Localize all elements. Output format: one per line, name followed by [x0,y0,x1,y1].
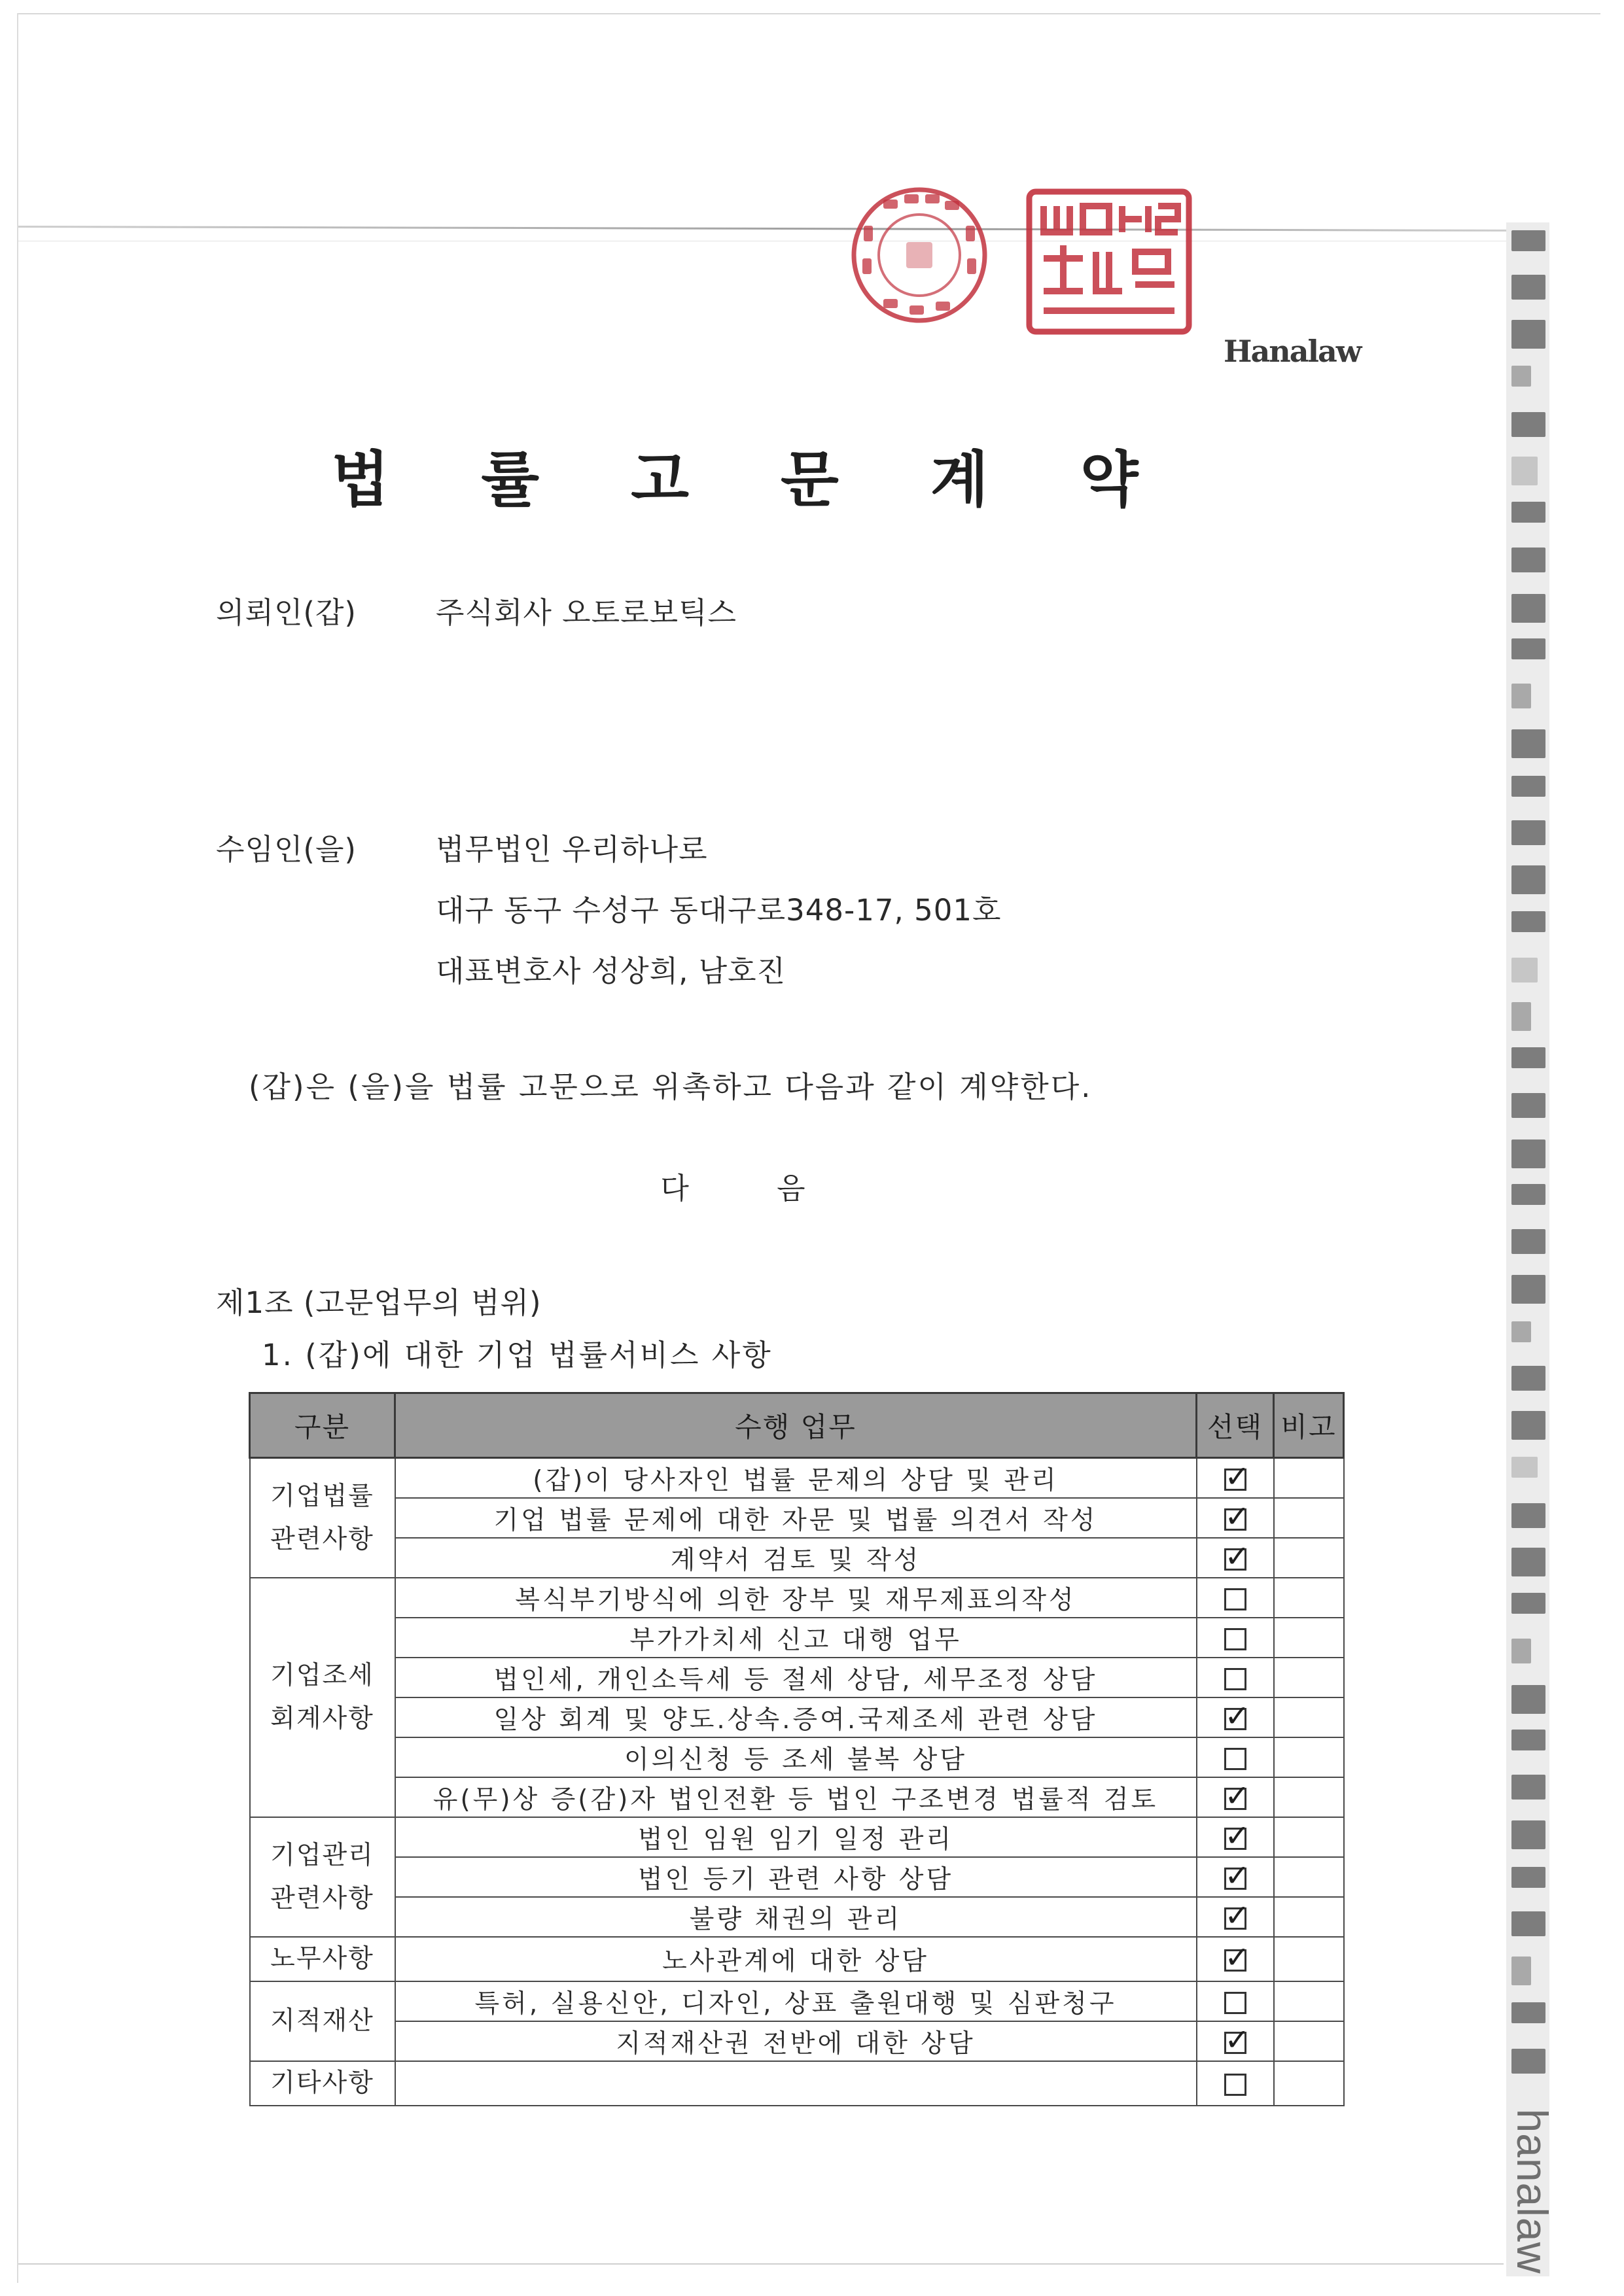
edge-index-mark [1511,729,1545,758]
scan-edge-top [18,13,1600,14]
agent-address: 대구 동구 수성구 동대구로348-17, 501호 [436,893,1002,928]
table-row [250,2061,1344,2106]
edge-index-mark [1511,1593,1545,1614]
select-cell [1197,1937,1274,1981]
edge-index-mark [1511,1002,1531,1031]
edge-index-mark [1511,594,1545,623]
table-row [250,1538,1344,1578]
edge-index-mark [1511,548,1545,572]
table-row [250,1458,1344,1499]
unchecked-checkbox[interactable] [1224,2074,1246,2096]
edge-index-mark [1511,2002,1545,2023]
task-cell: 부가가치세 신고 대행 업무 [395,1618,1197,1658]
edge-index-mark [1511,1867,1545,1888]
unchecked-checkbox[interactable] [1224,1628,1246,1650]
table-row [250,1937,1344,1981]
note-cell [1274,1937,1344,1981]
checkmark-icon: ✓ [1224,2021,1250,2057]
task-cell: 특허, 실용신안, 디자인, 상표 출원대행 및 심판청구 [395,1981,1197,2021]
edge-index-mark [1511,1775,1545,1800]
select-cell [1197,1817,1274,1857]
task-cell: 법인 등기 관련 사항 상담 [395,1857,1197,1897]
edge-index-mark [1511,502,1545,523]
select-cell [1197,1578,1274,1618]
edge-index-mark [1511,958,1538,983]
edge-index-mark [1511,1139,1545,1168]
edge-index-mark [1511,1685,1545,1714]
service-scope-table [249,1392,1345,2106]
category-cell: 기업법률 관련사항 [250,1458,395,1578]
select-cell [1197,2061,1274,2106]
select-cell [1197,1777,1274,1817]
task-cell: 복식부기방식에 의한 장부 및 재무제표의작성 [395,1578,1197,1618]
fold-line [18,226,1523,232]
edge-index-mark [1511,820,1545,845]
task-cell: 노사관계에 대한 상담 [395,1937,1197,1981]
checked-checkbox[interactable] [1224,1777,1250,1813]
unchecked-checkbox[interactable] [1224,1668,1246,1690]
category-cell: 기업관리 관련사항 [250,1817,395,1937]
note-cell [1274,1981,1344,2021]
table-row [250,1618,1344,1658]
table-row [250,1658,1344,1697]
select-cell [1197,2021,1274,2061]
edge-index-mark [1511,457,1538,485]
note-cell [1274,1857,1344,1897]
category-cell: 지적재산 [250,1981,395,2061]
checked-checkbox[interactable] [1224,1458,1250,1494]
edge-index-mark [1511,1411,1545,1440]
next-heading: 다 음 [660,1171,845,1206]
task-cell: 계약서 검토 및 작성 [395,1538,1197,1578]
header-note: 비고 [1274,1393,1344,1458]
table-row [250,1897,1344,1937]
checked-checkbox[interactable] [1224,1897,1250,1933]
unchecked-checkbox[interactable] [1224,1748,1246,1770]
select-cell [1197,1897,1274,1937]
task-cell: 기업 법률 문제에 대한 자문 및 법률 의견서 작성 [395,1498,1197,1538]
edge-index-mark [1511,1548,1545,1576]
checked-checkbox[interactable] [1224,1857,1250,1893]
client-name: 주식회사 오토로보틱스 [436,595,737,630]
page-shadow-bottom [18,2263,1504,2265]
task-cell: 불량 채권의 관리 [395,1897,1197,1937]
checked-checkbox[interactable] [1224,1538,1250,1574]
table-row [250,1498,1344,1538]
task-cell: 법인 임원 임기 일정 관리 [395,1817,1197,1857]
checkmark-icon: ✓ [1224,1857,1250,1893]
checkmark-icon: ✓ [1224,1897,1250,1933]
edge-index-mark [1511,1321,1531,1342]
select-cell [1197,1981,1274,2021]
edge-index-mark [1511,366,1531,387]
checkmark-icon: ✓ [1224,1498,1250,1534]
hanalaw-logo: Hanalaw [1224,334,1361,369]
edge-index-mark [1511,638,1545,659]
table-header-row [250,1393,1344,1458]
document-title: 법 률 고 문 계 약 [331,445,1174,515]
table-row [250,1981,1344,2021]
edge-index-mark [1511,1229,1545,1254]
select-cell [1197,1857,1274,1897]
select-cell [1197,1618,1274,1658]
checkmark-icon: ✓ [1224,1538,1250,1574]
square-seal-stamp [1024,186,1194,337]
article-1-title: 제1조 (고문업무의 범위) [216,1285,542,1320]
agent-name: 법무법인 우리하나로 [436,832,708,867]
task-cell [395,2061,1197,2106]
task-cell: 유(무)상 증(감)자 법인전환 등 법인 구조변경 법률적 검토 [395,1777,1197,1817]
note-cell [1274,1458,1344,1499]
agent-label: 수임인(을) [216,832,357,867]
edge-index-mark [1511,911,1545,932]
checkmark-icon: ✓ [1224,1697,1250,1733]
edge-index-mark [1511,1911,1545,1936]
select-cell [1197,1498,1274,1538]
edge-index-mark [1511,776,1545,797]
checked-checkbox[interactable] [1224,1939,1250,1975]
edge-index-mark [1511,1184,1545,1205]
category-cell: 기업조세 회계사항 [250,1578,395,1817]
checked-checkbox[interactable] [1224,1498,1250,1534]
checked-checkbox[interactable] [1224,1697,1250,1733]
edge-index-mark [1511,412,1545,437]
note-cell [1274,1578,1344,1618]
edge-index-mark [1511,2049,1545,2074]
checked-checkbox[interactable] [1224,1817,1250,1853]
task-cell: 법인세, 개인소득세 등 절세 상담, 세무조정 상담 [395,1658,1197,1697]
task-cell: 일상 회계 및 양도.상속.증여.국제조세 관련 상담 [395,1697,1197,1737]
select-cell [1197,1697,1274,1737]
note-cell [1274,2061,1344,2106]
checkmark-icon: ✓ [1224,1817,1250,1853]
edge-index-mark [1511,1366,1545,1391]
edge-index-mark [1511,320,1545,349]
table-row [250,1578,1344,1618]
header-task: 수행 업무 [395,1393,1197,1458]
agent-representatives: 대표변호사 성상희, 남호진 [436,954,786,988]
category-cell: 노무사항 [250,1937,395,1981]
edge-index-mark [1511,1639,1531,1663]
task-cell: (갑)이 당사자인 법률 문제의 상담 및 관리 [395,1458,1197,1499]
note-cell [1274,1618,1344,1658]
edge-index-mark [1511,1093,1545,1118]
select-cell [1197,1737,1274,1777]
table-row [250,1697,1344,1737]
note-cell [1274,1697,1344,1737]
checkmark-icon: ✓ [1224,1939,1250,1975]
note-cell [1274,1658,1344,1697]
client-label: 의뢰인(갑) [216,595,357,630]
contract-intro: (갑)은 (을)을 법률 고문으로 위촉하고 다음과 같이 계약한다. [249,1070,1093,1104]
note-cell [1274,1817,1344,1857]
table-row [250,2021,1344,2061]
table-row [250,1857,1344,1897]
checkmark-icon: ✓ [1224,1458,1250,1494]
edge-index-mark [1511,230,1545,251]
edge-brand-text: hanalaw [1508,2108,1557,2274]
edge-index-mark [1511,865,1545,894]
header-category: 구분 [250,1393,395,1458]
note-cell [1274,1737,1344,1777]
edge-index-mark [1511,1820,1545,1849]
unchecked-checkbox[interactable] [1224,1992,1246,2014]
task-cell: 이의신청 등 조세 불복 상담 [395,1737,1197,1777]
table-row [250,1817,1344,1857]
select-cell [1197,1658,1274,1697]
note-cell [1274,1498,1344,1538]
note-cell [1274,1777,1344,1817]
select-cell [1197,1538,1274,1578]
note-cell [1274,2021,1344,2061]
table-row [250,1737,1344,1777]
article-1-item-1: 1. (갑)에 대한 기업 법률서비스 사항 [262,1338,773,1372]
note-cell [1274,1897,1344,1937]
unchecked-checkbox[interactable] [1224,1588,1246,1610]
scan-edge-left [17,13,18,2283]
edge-index-mark [1511,684,1531,708]
edge-index-mark [1511,275,1545,300]
checked-checkbox[interactable] [1224,2021,1250,2057]
edge-index-mark [1511,1457,1538,1478]
note-cell [1274,1538,1344,1578]
category-cell: 기타사항 [250,2061,395,2106]
task-cell: 지적재산권 전반에 대한 상담 [395,2021,1197,2061]
round-seal-stamp [844,180,995,330]
edge-index-mark [1511,1047,1545,1068]
table-row [250,1777,1344,1817]
header-select: 선택 [1197,1393,1274,1458]
edge-index-mark [1511,1957,1531,1985]
edge-index-mark [1511,1730,1545,1750]
edge-index-mark [1511,1503,1545,1528]
edge-index-mark [1511,1275,1545,1304]
select-cell [1197,1458,1274,1499]
checkmark-icon: ✓ [1224,1777,1250,1813]
